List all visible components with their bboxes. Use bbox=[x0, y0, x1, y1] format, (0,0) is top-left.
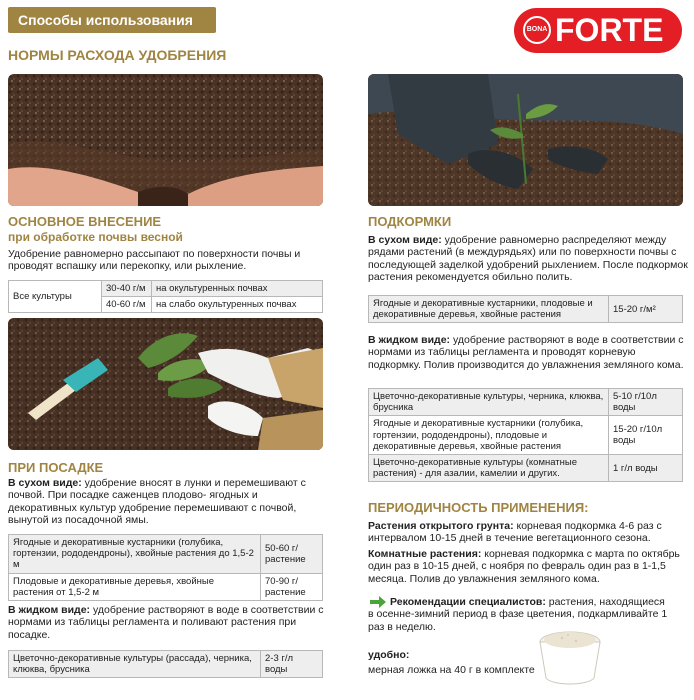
planting-liquid-table bbox=[8, 650, 323, 678]
feeding-liquid-rate-3: 1 г/л воды bbox=[609, 455, 683, 482]
outdoor-body: корневая подкормка 4-6 раз с интервалом 10-15 дней в течение вегетационного сезона. bbox=[368, 520, 662, 545]
planting-liquid-rate-1: 2-3 г/л воды bbox=[261, 651, 323, 678]
planting-photo bbox=[8, 318, 323, 450]
planting-dry-body: удобрение вносят в лунки и перемешивают с почвой. При посадке саженцев плодово- ягодных и декоративных культур удобрение перемешивают с почвой, вынутой из посадочной ямы. bbox=[8, 477, 306, 527]
feeding-liquid-body: удобрение растворяют в воде в соответствии с нормами из таблицы регламента и проводят корневую подкормку. Полив производится до увлажнения земляного кома. bbox=[368, 334, 684, 371]
periodicity-title: ПЕРИОДИЧНОСТЬ ПРИМЕНЕНИЯ: bbox=[368, 500, 589, 515]
planting-liquid-crop-1: Цветочно-декоративные культуры (рассада), черника, клюква, брусника bbox=[9, 651, 261, 678]
basic-rate-1: 30-40 г/м bbox=[102, 281, 152, 297]
indoor-body: корневая подкормка с марта по октябрь один раз в 10-15 дней, с ноября по февраль один раз в 1-1,5 месяца. Полив до увлажнения земляного кома. bbox=[368, 548, 680, 585]
planting-dry-text bbox=[8, 477, 326, 527]
gardener-photo bbox=[368, 74, 683, 206]
planting-dry-rate-1: 50-60 г/растение bbox=[261, 535, 323, 574]
basic-text: Удобрение равномерно рассыпают по поверхности почвы и проводят вспашку или перекопку, или рыхление. bbox=[8, 248, 301, 273]
planting-dry-crop-1: Ягодные и декоративные кустарники (голубика, гортензии, рододендроны), хвойные растения до 1,5-2 м bbox=[9, 535, 261, 574]
section-banner: Способы использования bbox=[8, 7, 216, 33]
outdoor-label: Растения открытого грунта: bbox=[368, 520, 514, 532]
periodicity-outdoor bbox=[368, 520, 688, 545]
basic-rate-2: 40-60 г/м bbox=[102, 297, 152, 313]
feeding-dry-text bbox=[368, 234, 688, 284]
measuring-spoon-image bbox=[532, 620, 612, 690]
feeding-liquid-crop-2: Ягодные и декоративные кустарники (голубика, гортензии, рододендроны), плодовые и декоративные деревья, хвойные растения bbox=[369, 416, 609, 455]
feeding-dry-rate-1: 15-20 г/м² bbox=[609, 296, 683, 323]
planting-dry-rate-2: 70-90 г/растение bbox=[261, 573, 323, 600]
planting-title: ПРИ ПОСАДКЕ bbox=[8, 460, 104, 475]
feeding-liquid-crop-1: Цветочно-декоративные культуры, черника, клюква, брусника bbox=[369, 389, 609, 416]
feeding-dry-crop-1: Ягодные и декоративные кустарники, плодовые и декоративные деревья, хвойные растения bbox=[369, 296, 609, 323]
feeding-dry-table bbox=[368, 295, 683, 323]
norms-title: НОРМЫ РАСХОДА УДОБРЕНИЯ bbox=[8, 47, 227, 63]
planting-liquid-text bbox=[8, 604, 326, 641]
brand-name: FORTE bbox=[555, 12, 664, 48]
convenient-label: удобно: bbox=[368, 649, 410, 661]
bona-badge: BONA bbox=[523, 16, 551, 44]
periodicity-recommendation bbox=[368, 596, 668, 633]
planting-dry-table bbox=[8, 534, 323, 601]
rec-label: Рекомендации специалистов: bbox=[390, 596, 546, 608]
indoor-label: Комнатные растения: bbox=[368, 548, 482, 560]
basic-subtitle: при обработке почвы весной bbox=[8, 230, 183, 244]
planting-dry-crop-2: Плодовые и декоративные деревья, хвойные растения от 1,5-2 м bbox=[9, 573, 261, 600]
feeding-liquid-label: В жидком виде: bbox=[368, 334, 451, 346]
feeding-dry-label: В сухом виде: bbox=[368, 234, 442, 246]
basic-note-2: на слабо окультуренных почвах bbox=[152, 297, 323, 313]
feeding-liquid-rate-2: 15-20 г/10л воды bbox=[609, 416, 683, 455]
feeding-title: ПОДКОРМКИ bbox=[368, 214, 452, 229]
basic-title: ОСНОВНОЕ ВНЕСЕНИЕ bbox=[8, 214, 162, 229]
brand-logo bbox=[514, 8, 682, 53]
planting-liquid-body: удобрение растворяют в воде в соответствии с нормами из таблицы регламента и поливают растения при посадке. bbox=[8, 604, 324, 641]
feeding-liquid-table bbox=[368, 388, 683, 482]
soil-hands-photo bbox=[8, 74, 323, 206]
planting-liquid-label: В жидком виде: bbox=[8, 604, 91, 616]
feeding-liquid-rate-1: 5-10 г/10л воды bbox=[609, 389, 683, 416]
periodicity-indoor bbox=[368, 548, 688, 585]
feeding-liquid-text bbox=[368, 334, 688, 371]
feeding-liquid-crop-3: Цветочно-декоративные культуры (комнатные растения) - для азалии, камелии и других. bbox=[369, 455, 609, 482]
basic-crop-cell: Все культуры bbox=[9, 281, 102, 313]
basic-note-1: на окультуренных почвах bbox=[152, 281, 323, 297]
basic-table bbox=[8, 280, 323, 313]
planting-dry-label: В сухом виде: bbox=[8, 477, 82, 489]
rec-body: растения, находящиеся в осенне-зимний период в фазе цветения, подкармливайте 1 раз в неделю. bbox=[368, 596, 668, 633]
convenient-text: мерная ложка на 40 г в комплекте bbox=[368, 664, 535, 676]
feeding-dry-body: удобрение равномерно распределяют между рядами растений (в междурядьях) или по поверхности почвы с последующей заделкой удобрений рыхлением. После подкормок растения рекомендуется обильно полить. bbox=[368, 234, 688, 284]
